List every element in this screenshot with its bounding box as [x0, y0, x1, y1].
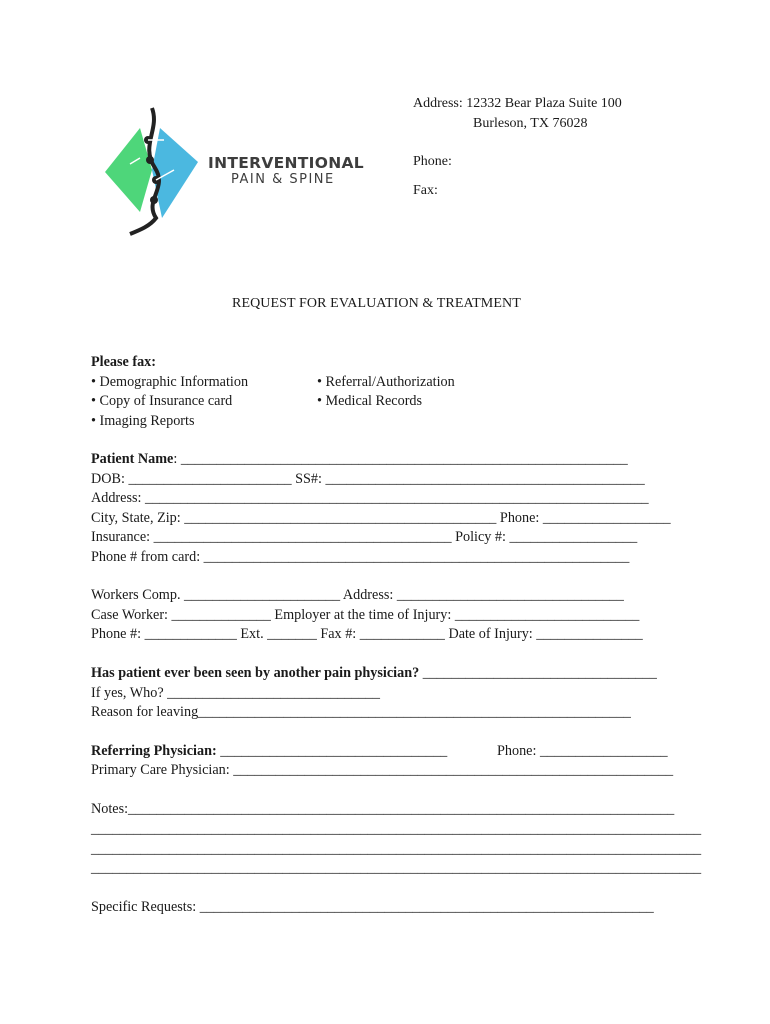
- please-fax-heading: Please fax:: [91, 354, 157, 370]
- notes-field[interactable]: Notes:_____________________________________________________________________________: [91, 801, 675, 817]
- referring-physician-field[interactable]: [91, 742, 447, 760]
- spine-logo-icon: [100, 100, 210, 240]
- referring-physician-label: Referring Physician:: [91, 743, 217, 759]
- patient-name-label: Patient Name: [91, 451, 174, 467]
- patient-name-blank[interactable]: : _______________________________________________________________: [173, 451, 628, 467]
- logo-line2: PAIN & SPINE: [231, 172, 335, 187]
- patient-address-field[interactable]: Address: _______________________________________________________________________: [91, 490, 649, 506]
- workers-comp-field[interactable]: Workers Comp. ______________________ Address: ________________________________: [91, 587, 624, 603]
- insurance-field[interactable]: Insurance: __________________________________________ Policy #: __________________: [91, 529, 638, 545]
- dob-ssn-field[interactable]: DOB: _______________________ SS#: _____________________________________________: [91, 471, 645, 487]
- who-field[interactable]: If yes, Who? ______________________________: [91, 685, 380, 701]
- address-line2: Burleson, TX 76028: [473, 116, 588, 131]
- address-line1: Address: 12332 Bear Plaza Suite 100: [413, 96, 622, 111]
- header-fax: Fax:: [413, 183, 438, 198]
- pain-physician-answer-blank[interactable]: _________________________________: [419, 665, 657, 681]
- referring-physician-blank[interactable]: ________________________________: [216, 743, 448, 759]
- page-title: REQUEST FOR EVALUATION & TREATMENT: [232, 296, 521, 311]
- reason-field[interactable]: Reason for leaving_____________________________________________________________: [91, 704, 631, 720]
- fax-item-demographic: • Demographic Information: [91, 374, 249, 390]
- phone-from-card-field[interactable]: Phone # from card: ____________________________________________________________: [91, 549, 630, 565]
- pain-physician-question[interactable]: [91, 664, 657, 682]
- case-worker-field[interactable]: Case Worker: ______________ Employer at the time of Injury: __________________________: [91, 607, 640, 623]
- fax-item-insurance-card: • Copy of Insurance card: [91, 393, 233, 409]
- notes-line-3[interactable]: ______________________________________________________________________________________: [91, 860, 702, 876]
- fax-item-imaging: • Imaging Reports: [91, 413, 195, 429]
- primary-care-field[interactable]: Primary Care Physician: ______________________________________________________________: [91, 762, 674, 778]
- notes-line-2[interactable]: ______________________________________________________________________________________: [91, 841, 702, 857]
- company-logo: [100, 100, 364, 240]
- fax-item-medical-records: • Medical Records: [317, 393, 423, 409]
- referring-phone-field[interactable]: Phone: __________________: [497, 743, 668, 759]
- notes-line-1[interactable]: ______________________________________________________________________________________: [91, 821, 702, 837]
- pain-physician-question-label: Has patient ever been seen by another pain physician?: [91, 665, 420, 681]
- patient-name-field[interactable]: [91, 450, 628, 468]
- specific-requests-field[interactable]: Specific Requests: ________________________________________________________________: [91, 899, 654, 915]
- header-phone: Phone:: [413, 154, 452, 169]
- city-state-zip-field[interactable]: City, State, Zip: ____________________________________________ Phone: __________________: [91, 510, 671, 526]
- fax-item-referral: • Referral/Authorization: [317, 374, 455, 390]
- logo-line1: INTERVENTIONAL: [208, 154, 364, 172]
- workers-phone-field[interactable]: Phone #: _____________ Ext. _______ Fax #: ____________ Date of Injury: _______________: [91, 626, 643, 642]
